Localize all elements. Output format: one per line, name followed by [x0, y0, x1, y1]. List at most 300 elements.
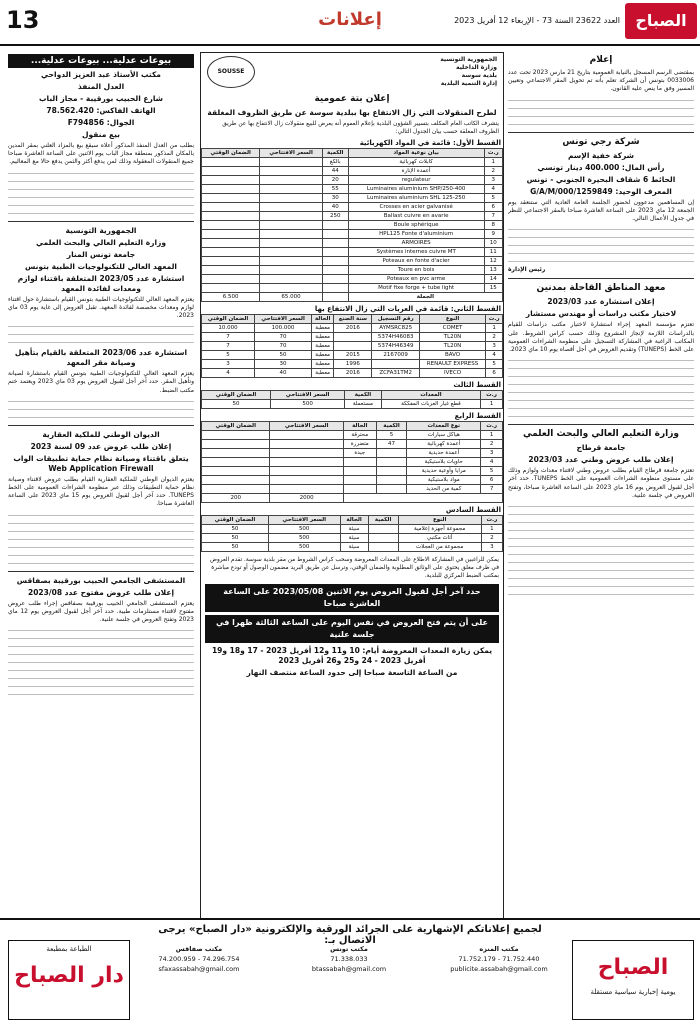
table-cell [202, 458, 270, 467]
table-row [202, 275, 503, 284]
table-cell: مواد بلاستيكية [407, 476, 481, 485]
ad-subject: يتعلق باقتناء وصيانة نظام حماية تطبيقات الواب Web Application Firewall [13, 453, 189, 473]
table-cell: ZCFA31TM2 [372, 369, 419, 378]
table-cell [202, 221, 260, 230]
table-header-cell: الضمان الوقتي [202, 149, 260, 158]
issue-info: العدد 23622 السنة 73 - الإربعاء 12 أفريل 2023 [454, 16, 620, 25]
office-name: مكتب تونس [330, 945, 368, 953]
table-cell: 50 [202, 534, 269, 543]
table-cell [202, 257, 260, 266]
table-cell: 40 [255, 369, 312, 378]
table-row [202, 194, 503, 203]
table-cell [202, 176, 260, 185]
table-row [202, 543, 503, 552]
table-cell: 13 [484, 266, 502, 275]
table-cell [202, 485, 270, 494]
table-cell: 4 [484, 185, 502, 194]
table-header-cell: ر.ت [484, 149, 502, 158]
table-cell [260, 203, 322, 212]
ad-text: يعتزم الديوان الوطني للملكية العقارية القيام بطلب عروض لاقتناء وصيانة نظام حماية التطبيقات وذلك عبر منظومة الشراءات العمومية على الخط TUNEPS. حدد آخر أجل لقبول العروض يوم 15 ماي 2023 على الساعة العاشرة صباحا. [8, 475, 194, 508]
lot-title: القسط الثالث [453, 381, 501, 389]
deadline-banner: حدد آخر أجل لقبول العروض يوم الاثنين 2023/05/08 على الساعة العاشرة صباحا [205, 584, 499, 612]
table-cell: HPL125 Fonte d'aluminium [348, 230, 484, 239]
lot1-table [201, 148, 503, 302]
visit-dates: يمكن زيارة المعدات المعروضة أيام: 10 و11 و12 أفريل 2023 - 17 و18 و19 أفريل 2023 - 24 و25 و26 أفريل 2023 [211, 646, 493, 665]
table-row [202, 351, 503, 360]
table-cell: Crosses en acier galvanisé [348, 203, 484, 212]
table-cell: Motif fixe forge + tube light [348, 284, 484, 293]
table-header-cell: السعر الافتتاحي [255, 315, 312, 324]
table-cell [202, 476, 270, 485]
table-cell: Poteaux en pvc arme [348, 275, 484, 284]
table-cell: كمية من الحديد [407, 485, 481, 494]
office-block [440, 944, 558, 974]
table-cell: معطبة [311, 333, 333, 342]
table-cell: 3 [481, 449, 503, 458]
table-cell: 3 [202, 360, 255, 369]
table-cell: جيدة [343, 449, 376, 458]
table-cell: 6 [484, 203, 502, 212]
table-cell [368, 543, 398, 552]
table-cell [260, 167, 322, 176]
table-cell: 5 [202, 351, 255, 360]
ad-notice: إعلان طلب عروض وطني عدد 2023/03 [528, 455, 674, 465]
table-cell [260, 230, 322, 239]
ad-text: تعتزم مؤسسة المعهد إجراء استشارة لاختيار مكتب دراسات للقيام بالدراسات اللازمة لإنجاز المشروع وذلك حسب كراس الشروط. على المكاتب الراغبة في المشاركة التسجيل على منظومة الشراءات العمومية على الخط (TUNEPS) وتقديم العروض في أجل أقصاه يوم 10 ماي 2023. [508, 321, 694, 354]
table-cell [334, 333, 372, 342]
ad-id: المعرف الوحيد: 1259849/G/A/M/000 [530, 186, 672, 196]
table-cell [322, 266, 348, 275]
table-cell [260, 239, 322, 248]
table-cell: بالكغ [322, 158, 348, 167]
table-cell: كابلات كهربائية [348, 158, 484, 167]
table-cell: 2015 [334, 351, 372, 360]
total-guarantee: 200 [202, 494, 270, 503]
table-cell [376, 449, 407, 458]
ad-title: وزارة التعليم العالي والبحث العلمي [522, 429, 680, 440]
table-header-cell: الضمان الوقتي [202, 422, 270, 431]
table-header-cell: السعر الافتتاحي [270, 422, 343, 431]
ministry-name: وزارة الداخلية [455, 64, 497, 71]
section-title: إعلانات [318, 9, 382, 30]
table-cell: 11 [484, 248, 502, 257]
visit-hours: من الساعة التاسعة صباحا إلى حدود الساعة منتصف النهار [246, 668, 458, 677]
table-cell: أعمدة الإنارة [348, 167, 484, 176]
table-cell: مرايا وأوعية حديدية [407, 467, 481, 476]
ad-subtitle: إعلان استشارة عدد 2023/03 [547, 297, 655, 307]
table-cell: Systèmes internes cuivre MT [348, 248, 484, 257]
table-row [202, 476, 503, 485]
municipality-name: بلدية سوسة [461, 72, 497, 79]
table-cell [368, 534, 398, 543]
table-cell: معطبة [311, 369, 333, 378]
footer-logo-box [8, 940, 130, 1020]
table-cell: 2016 [334, 369, 372, 378]
lot6-table [201, 515, 503, 552]
ad-title: شركة رجي تونس [562, 136, 640, 147]
table-cell: TL20N [419, 333, 485, 342]
table-cell: 14 [484, 275, 502, 284]
table-header-cell: المعدات [381, 391, 480, 400]
table-cell: 2167009 [372, 351, 419, 360]
table-row [202, 212, 503, 221]
table-cell: سيئة [340, 543, 368, 552]
ad-signature: رئيس الإدارة [508, 266, 546, 274]
ad-subtitle: شركة خفية الإسم [568, 150, 634, 160]
table-cell: 44 [322, 167, 348, 176]
ad-title: المستشفى الجامعي الحبيب بورقيبة بصفاقس [16, 575, 186, 585]
table-cell: 250 [322, 212, 348, 221]
table-cell [202, 203, 260, 212]
table-row [202, 167, 503, 176]
table-cell: Luminaires aluminium SHP/250-400 [348, 185, 484, 194]
table-cell: 70 [255, 333, 312, 342]
office-name: مكتب المنزه [479, 945, 519, 953]
table-cell: مجموعة من العجلات [398, 543, 481, 552]
conditions-text: يمكن للراغبين في المشاركة الاطلاع على المعدات المعروضة وسحب كراس الشروط من مقر بلدية سوسة. تقدم العروض في ظرف مغلق يحتوي على الوثائق المطلوبة والضمان الوقتي، وترسل عن طريق البريد مضمون الوصول أو تودع مباشرة بمكتب الضبط المركزي للبلدية. [210, 557, 499, 579]
lot-title: القسط الأول: قائمة في المواد الكهربائية [359, 139, 501, 147]
table-header-cell: الكمية [345, 391, 382, 400]
table-row [202, 342, 503, 351]
table-cell [260, 266, 322, 275]
table-cell [202, 440, 270, 449]
ad-consultation: استشارة عدد 2023/05 المتعلقة باقتناء لوازم ومعدات لفائدة المعهد [17, 273, 185, 293]
table-header-cell: السعر الافتتاحي [260, 149, 322, 158]
table-cell: مجموعة أجهزة إعلامية [398, 525, 481, 534]
office-phone: 74.296.754 - 74.200.959 [158, 955, 240, 963]
table-row [202, 221, 503, 230]
table-cell [322, 239, 348, 248]
table-cell [202, 212, 260, 221]
section-banner: بيوعات عدلية... بيوعات عدلية... [8, 54, 194, 68]
table-cell: 7 [484, 212, 502, 221]
announcement-intro: يتشرف الكاتب العام المكلف بتسيير الشؤون البلدية بإعلام العموم أنه يعرض للبيع منقولات زال الانتفاع بها عن طريق الظروف المغلقة حسب بيان الجدول التالي: [222, 121, 499, 135]
footer-logo-box [572, 940, 694, 1020]
table-cell: 5374H46083 [372, 333, 419, 342]
table-cell [270, 485, 343, 494]
office-phone: 71.752.440 - 71.752.179 [458, 955, 540, 963]
table-cell [260, 275, 322, 284]
table-cell: 500 [268, 525, 340, 534]
table-header-cell: ر.ت [486, 315, 503, 324]
table-cell [260, 284, 322, 293]
announcement-subject: لطرح المنقولات التي زال الانتفاع بها ببلدية سوسة عن طريق الظروف المغلقة [207, 108, 497, 117]
table-cell: 4 [481, 458, 503, 467]
table-cell: 2016 [334, 324, 372, 333]
table-cell [202, 431, 270, 440]
table-cell: 7 [202, 342, 255, 351]
table-cell: 2 [481, 440, 503, 449]
ad-title: مكتب الأستاذ عبد العزيز الدواحي [41, 70, 161, 79]
table-header-cell: الكمية [322, 149, 348, 158]
table-cell: حاويات بلاستيكية [407, 458, 481, 467]
ad-text: يعتزم المستشفى الجامعي الحبيب بورقيبة بصفاقس إجراء طلب عروض مفتوح لاقتناء مستلزمات طبية. حدد آخر أجل لقبول العروض يوم 12 ماي 2023 وتفتح العروض في جلسة علنية. [8, 599, 194, 624]
total-guarantee: 6.500 [202, 293, 260, 302]
ad-text: تعتزم جامعة قرطاج القيام بطلب عروض وطني لاقتناء معدات ولوازم وذلك على مستوى منظومة الشراءات العمومية على الخط TUNEPS. حدد آخر أجل لقبول العروض يوم 16 ماي 2023 على الساعة العاشرة صباحا، وتفتح العروض في جلسة علنية. [508, 467, 694, 499]
ad-ministry: وزارة التعليم العالي والبحث العلمي [35, 237, 167, 247]
table-cell [322, 275, 348, 284]
table-cell: 5374H46349 [372, 342, 419, 351]
table-cell [202, 284, 260, 293]
table-cell [270, 458, 343, 467]
table-header-cell: النوع [398, 516, 481, 525]
table-cell [270, 431, 343, 440]
table-cell: 500 [268, 534, 340, 543]
table-row [202, 400, 503, 409]
table-cell: 5 [481, 467, 503, 476]
table-cell [202, 230, 260, 239]
table-cell: 10 [484, 239, 502, 248]
table-header-cell: الحالة [311, 315, 333, 324]
table-row [202, 230, 503, 239]
office-name: مكتب صفاقس [175, 945, 223, 953]
table-cell [376, 485, 407, 494]
logo-tagline: يومية إخبارية سياسية مستقلة [590, 988, 676, 996]
table-cell: أعمدة كهربائية [407, 440, 481, 449]
ad-text: إن المساهمين مدعوون لحضور الجلسة العامة العادية التي ستنعقد يوم الجمعة 12 ماي 2023 على الساعة العاشرة صباحا بالمقر الاجتماعي للنظر في جدول الأعمال التالي. [508, 198, 694, 223]
table-header-cell: الكمية [368, 516, 398, 525]
table-cell: معطبة [311, 342, 333, 351]
municipality-seal-icon: SOUSSE [207, 56, 255, 88]
office-email: publicite.assabah@gmail.com [450, 965, 548, 973]
department-name: إدارة التنمية البلدية [440, 80, 497, 87]
table-cell [322, 221, 348, 230]
table-header-cell: الكمية [376, 422, 407, 431]
table-header-cell: الحالة [340, 516, 368, 525]
table-cell: أعمدة حديدية [407, 449, 481, 458]
table-header-cell: الضمان الوقتي [202, 516, 269, 525]
logo-tagline: الطباعة بمطبعة [46, 945, 92, 953]
office-email: sfaxassabah@gmail.com [158, 965, 240, 973]
table-cell [260, 212, 322, 221]
table-row [202, 158, 503, 167]
table-cell: ARMOIRES [348, 239, 484, 248]
table-row [202, 176, 503, 185]
table-cell: 3 [481, 543, 502, 552]
table-row [202, 534, 503, 543]
table-cell [202, 158, 260, 167]
table-cell: هياكل سيارات [407, 431, 481, 440]
total-price: 2000 [270, 494, 343, 503]
table-cell: 9 [484, 230, 502, 239]
ad-mobile: الجوال: F794856 [67, 118, 135, 127]
page-number: 13 [6, 6, 40, 34]
table-cell [322, 248, 348, 257]
table-cell: 8 [484, 221, 502, 230]
table-header-cell: ر.ت [481, 516, 502, 525]
table-cell [202, 167, 260, 176]
table-row [202, 324, 503, 333]
table-cell: AYMSRC825 [372, 324, 419, 333]
table-cell: Luminaires aluminium SHL 125-250 [348, 194, 484, 203]
table-cell [260, 257, 322, 266]
table-cell [343, 467, 376, 476]
opening-banner: على أن يتم فتح العروض في نفس اليوم على الساعة الثالثة ظهرا في جلسة علنية [205, 615, 499, 643]
table-header-cell: ر.ت [481, 391, 503, 400]
municipal-tender-ad [200, 52, 504, 919]
table-row [202, 458, 503, 467]
ad-notice: إعلان طلب عروض مفتوح عدد 2023/08 [27, 587, 175, 597]
table-row [202, 467, 503, 476]
ad-address: شارع الحبيب بورقيبة - مجاز الباب [38, 94, 164, 103]
table-cell: 2 [481, 534, 502, 543]
table-cell: 1 [481, 525, 502, 534]
table-cell: 3 [486, 342, 503, 351]
table-cell: 1996 [334, 360, 372, 369]
table-cell: RENAULT EXPRESS [419, 360, 485, 369]
table-cell [270, 449, 343, 458]
table-cell: 1 [486, 324, 503, 333]
ad-address: الحائط 6 شقاف البحيرة الجنوبي - تونس [526, 174, 676, 184]
table-cell [334, 342, 372, 351]
table-row [202, 203, 503, 212]
ad-text: يعتزم المعهد العالي للتكنولوجيات الطبية بتونس القيام باستشارة لصيانة وتأهيل المقر. حدد آخر أجل لقبول العروض يوم 03 ماي 2023 ويعتمد ختم مكتب الضبط. [8, 370, 194, 394]
table-cell [202, 467, 270, 476]
table-row [202, 485, 503, 494]
org-name: الجمهورية التونسية [440, 56, 497, 63]
table-header-cell: ر.ت [481, 422, 503, 431]
table-cell: 1 [481, 400, 503, 409]
table-cell [270, 476, 343, 485]
table-cell: 30 [322, 194, 348, 203]
table-cell [202, 185, 260, 194]
ad-institute: المعهد العالي للتكنولوجيات الطبية بتونس [25, 261, 177, 271]
table-cell [202, 449, 270, 458]
table-cell [343, 458, 376, 467]
table-cell [260, 221, 322, 230]
total-price: 65.000 [260, 293, 322, 302]
table-row [202, 266, 503, 275]
ad-consultation: استشارة عدد 2023/06 المتعلقة بالقيام بتأهيل وصيانة مقر المعهد [14, 348, 188, 368]
table-header-cell: سنة الصنع [334, 315, 372, 324]
table-row [202, 525, 503, 534]
ad-subtitle: العدل المنفذ [77, 82, 125, 91]
table-cell [260, 158, 322, 167]
ad-text: يعتزم المعهد العالي للتكنولوجيات الطبية بتونس القيام باستشارة حول اقتناء لوازم ومعدات مخصصة لفائدة المعهد. تقبل العروض إلى غاية يوم 03 ماي 2023. [8, 295, 194, 320]
ad-title: الديوان الوطني للملكية العقارية [42, 429, 160, 439]
table-header-cell: الحالة [343, 422, 376, 431]
table-cell: Poteaux en fonte d'acier [348, 257, 484, 266]
table-row [202, 431, 503, 440]
table-cell [322, 230, 348, 239]
ad-phone: الهاتف الفاكس: 78.562.420 [46, 106, 156, 115]
ad-subject: لاختيار مكتب دراسات أو مهندس مستشار [525, 309, 677, 319]
table-row [202, 257, 503, 266]
table-cell [376, 458, 407, 467]
table-cell [260, 194, 322, 203]
table-cell: سيئة [340, 534, 368, 543]
table-header-cell: الضمان الوقتي [202, 391, 271, 400]
table-cell: Ballast cuivre en avarie [348, 212, 484, 221]
table-row [202, 369, 503, 378]
table-cell: Toure en bois [348, 266, 484, 275]
ad-text: بطلب من العدل المنفذ المذكور أعلاه سيقع بيع بالمزاد العلني بمقر المدين بالمكان المذكور بمنطقة مجاز الباب يوم الاثنين على الساعة العاشرة صباحا جميع المنقولات المعقولة وذلك لمن يدفع أكثر والثمن يدفع حالا مع المعاليم. [8, 142, 194, 166]
table-row [202, 185, 503, 194]
table-cell [202, 275, 260, 284]
lot3-table [201, 390, 503, 409]
table-header-cell: بيان نوعية المواد [348, 149, 484, 158]
table-cell: TL20N [419, 342, 485, 351]
total-label: الجملة [348, 293, 502, 302]
table-cell: 100.000 [255, 324, 312, 333]
office-block [290, 944, 408, 974]
table-cell: 10.000 [202, 324, 255, 333]
table-cell: IVECO [419, 369, 485, 378]
table-cell: 500 [268, 543, 340, 552]
office-phone: 71.338.033 [330, 955, 368, 963]
table-cell: 3 [484, 176, 502, 185]
table-row [202, 333, 503, 342]
lot-title: القسط السادس [445, 506, 501, 514]
table-cell [202, 248, 260, 257]
right-column [508, 52, 694, 914]
table-cell: 5 [376, 431, 407, 440]
table-cell: 1 [484, 158, 502, 167]
table-cell: 50 [202, 543, 269, 552]
table-cell [376, 467, 407, 476]
table-cell: 12 [484, 257, 502, 266]
table-header-cell: رقم التسجيل [372, 315, 419, 324]
table-cell [343, 476, 376, 485]
table-cell [270, 440, 343, 449]
table-cell: سيئة [340, 525, 368, 534]
table-cell: متضررة [343, 440, 376, 449]
table-cell: 50 [202, 525, 269, 534]
ad-title: معهد المناطق القاحلة بمدنين [536, 283, 666, 294]
table-cell: 4 [486, 351, 503, 360]
table-cell: 70 [255, 342, 312, 351]
lot-title: القسط الرابع [454, 412, 501, 420]
table-cell: معطبة [311, 324, 333, 333]
table-cell: 7 [202, 333, 255, 342]
table-cell: 4 [202, 369, 255, 378]
left-column [8, 52, 194, 914]
table-cell [260, 185, 322, 194]
table-cell [343, 485, 376, 494]
announcement-title: إعلان بتة عمومية [314, 94, 390, 104]
table-cell: 30 [255, 360, 312, 369]
office-block [140, 944, 258, 974]
table-cell: 47 [376, 440, 407, 449]
table-cell: أثاث مكتبي [398, 534, 481, 543]
table-header-cell: الضمان الوقتي [202, 315, 255, 324]
ad-notice: إعلان طلب عروض عدد 09 لسنة 2023 [30, 441, 172, 451]
table-cell: COMET [419, 324, 485, 333]
ad-title: إعلام [589, 55, 613, 65]
table-cell: 5 [486, 360, 503, 369]
table-header-cell: النوع [419, 315, 485, 324]
table-cell: محترقة [343, 431, 376, 440]
table-cell: 15 [484, 284, 502, 293]
office-email: btassabah@gmail.com [311, 965, 387, 973]
newspaper-logo: الصباح [625, 3, 697, 39]
table-cell: 50 [202, 400, 271, 409]
table-cell: 2 [486, 333, 503, 342]
table-cell: regulateur [348, 176, 484, 185]
table-cell: 7 [481, 485, 503, 494]
publisher-logo: دار الصباح [14, 963, 124, 988]
table-cell: 40 [322, 203, 348, 212]
newspaper-logo: الصباح [597, 955, 669, 980]
table-cell [202, 194, 260, 203]
table-row [202, 284, 503, 293]
table-cell [202, 239, 260, 248]
table-cell [376, 476, 407, 485]
table-cell: 20 [322, 176, 348, 185]
table-header-cell: نوع المعدات [407, 422, 481, 431]
table-cell: قطع غيار العربات المفككة [381, 400, 480, 409]
lot2-table [201, 314, 503, 378]
